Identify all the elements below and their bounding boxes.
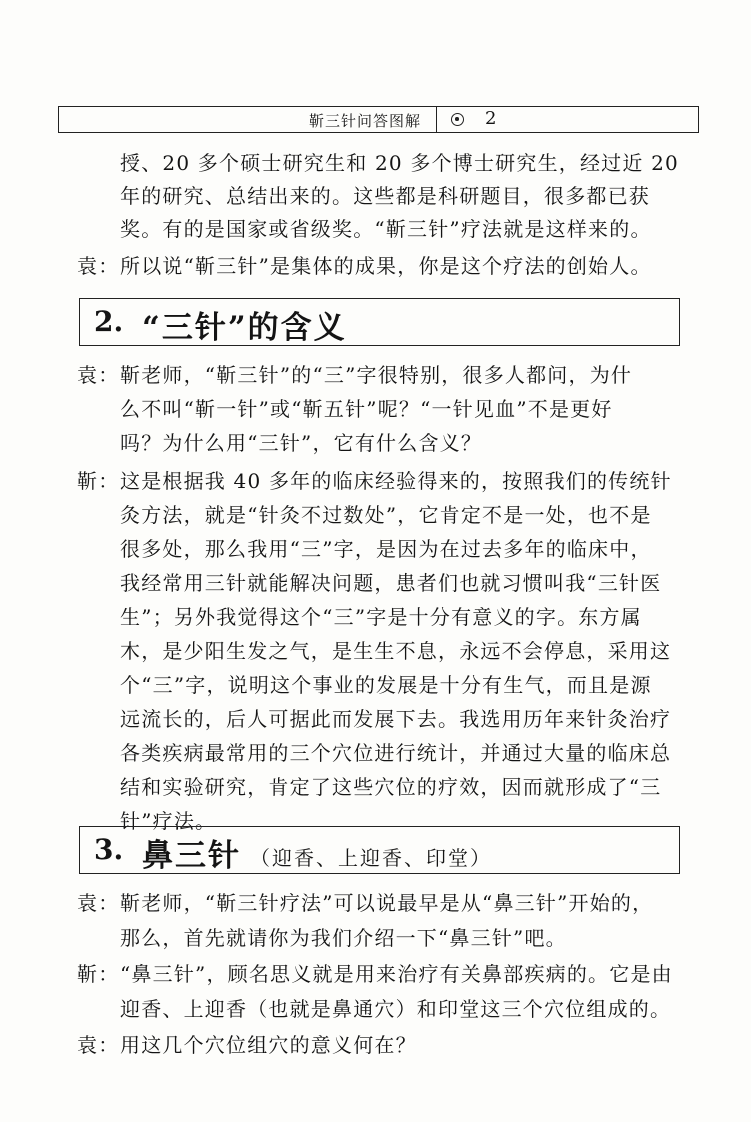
text-line: 授、20 多个硕士研究生和 20 多个博士研究生，经过近 20	[120, 151, 679, 175]
text-line: 靳老师，“靳三针疗法”可以说最早是从“鼻三针”开始的，	[120, 891, 654, 915]
text-line: 那么，首先就请你为我们介绍一下“鼻三针”吧。	[120, 926, 567, 950]
speaker-label: 袁：	[77, 363, 120, 387]
text-line: 吗？为什么用“三针”，它有什么含义？	[120, 431, 483, 455]
speaker-label: 袁：	[77, 254, 120, 278]
section-subtitle: （迎香、上迎香、印堂）	[250, 846, 492, 870]
speaker-label: 袁：	[77, 891, 120, 915]
circle-dot-icon	[451, 113, 464, 126]
speaker-label: 靳：	[77, 469, 120, 493]
section-number: 3.	[94, 833, 124, 866]
text-line: 结和实验研究，肯定了这些穴位的疗效，因而就形成了“三	[120, 775, 662, 799]
text-line: 所以说“靳三针”是集体的成果，你是这个疗法的创始人。	[120, 254, 652, 278]
speaker-label: 袁：	[77, 1033, 120, 1057]
section-heading-3	[79, 826, 680, 874]
text-line: 很多处，那么我用“三”字，是因为在过去多年的临床中，	[120, 537, 652, 561]
text-line: 用这几个穴位组穴的意义何在？	[120, 1033, 417, 1057]
text-line: 靳老师，“靳三针”的“三”字很特别，很多人都问，为什	[120, 363, 633, 387]
text-line: 这是根据我 40 多年的临床经验得来的，按照我们的传统针	[120, 469, 672, 493]
text-line: 年的研究、总结出来的。这些都是科研题目，很多都已获	[120, 184, 650, 208]
header-divider	[436, 107, 437, 132]
text-line: 奖。有的是国家或省级奖。“靳三针”疗法就是这样来的。	[120, 217, 652, 241]
book-title: 靳三针问答图解	[309, 112, 422, 130]
section-number: 2.	[94, 305, 124, 338]
text-line: 迎香、上迎香（也就是鼻通穴）和印堂这三个穴位组成的。	[120, 997, 672, 1021]
section-title: “三针”的含义	[142, 310, 347, 346]
text-line: 各类疾病最常用的三个穴位进行统计，并通过大量的临床总	[120, 741, 672, 765]
text-line: 我经常用三针就能解决问题，患者们也就习惯叫我“三针医	[120, 571, 662, 595]
text-line: 灸方法，就是“针灸不过数处”，它肯定不是一处，也不是	[120, 503, 652, 527]
text-line: 生”；另外我觉得这个“三”字是十分有意义的字。东方属	[120, 605, 642, 629]
text-line: 针”疗法。	[120, 809, 217, 833]
text-line: 个“三”字，说明这个事业的发展是十分有生气，而且是源	[120, 673, 652, 697]
section-heading-2	[79, 298, 680, 346]
text-line: “鼻三针”，顾名思义就是用来治疗有关鼻部疾病的。它是由	[120, 962, 673, 986]
text-line: 远流长的，后人可据此而发展下去。我选用历年来针灸治疗	[120, 707, 672, 731]
section-title: 鼻三针	[142, 838, 241, 874]
text-line: 么不叫“靳一针”或“靳五针”呢？“一针见血”不是更好	[120, 397, 613, 421]
running-header	[58, 106, 699, 133]
page-number: 2	[485, 108, 497, 129]
text-line: 木，是少阳生发之气，是生生不息，永远不会停息，采用这	[120, 639, 672, 663]
speaker-label: 靳：	[77, 962, 120, 986]
